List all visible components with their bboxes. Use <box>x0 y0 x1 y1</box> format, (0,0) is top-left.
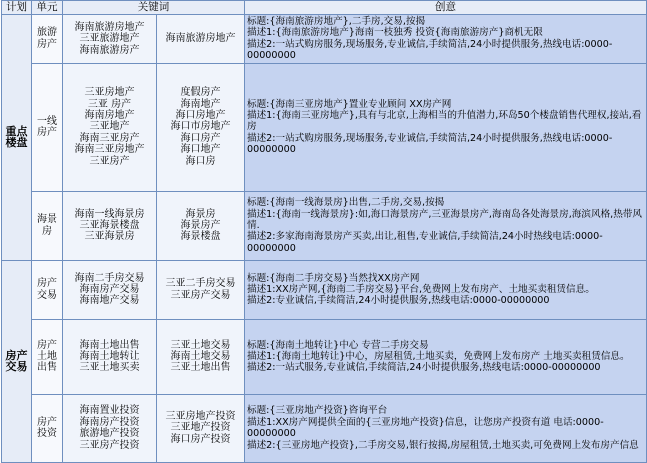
creative-cell <box>245 63 647 191</box>
table-row <box>2 191 647 260</box>
cell-line: 海南三亚房地产 <box>74 144 145 156</box>
cell-line: 三亚海景楼盘 <box>79 219 140 231</box>
cell-line: 海南土地出售 <box>79 339 140 351</box>
keywords-cell-1 <box>63 319 157 394</box>
keywords-cell-2 <box>157 15 245 64</box>
cell-line: 海南三亚房产 <box>79 132 140 144</box>
cell-line: 描述2:多家海南海景房产买卖,出让,租售,专业诚信,手续简洁,24小时热线电话:0000-00000000 <box>247 231 603 254</box>
cell-line: 海南二手房交易 <box>74 272 145 284</box>
table-row <box>2 15 647 64</box>
cell-line: 描述2:一站式购房服务,现场服务,专业诚信,手续简洁,24小时提供服务,热线电话:0000-00000000 <box>247 132 613 156</box>
cell-line: 海南土地交易 <box>170 350 231 362</box>
cell-line: 三亚地产投资 <box>170 422 231 434</box>
table-row <box>2 63 647 191</box>
unit-cell: 房产交易 <box>32 260 63 319</box>
cell-line: 海南房地产 <box>84 110 135 122</box>
header-creative: 创意 <box>245 1 647 15</box>
cell-line: 描述1:XX房产网,{海南二手房交易}平台,免费网上发布房产、土地买卖租赁信息。 <box>247 283 595 295</box>
unit-cell: 海景房 <box>32 191 63 260</box>
cell-line: 海口房产投资 <box>170 433 231 445</box>
cell-line: 海口房 <box>185 155 216 167</box>
cell-line: 海南旅游房地产 <box>165 33 236 45</box>
cell-line: 度假房产 <box>180 87 221 99</box>
cell-line: 海南房产投资 <box>79 416 140 428</box>
creative-cell <box>245 191 647 260</box>
keywords-cell-1 <box>63 63 157 191</box>
unit-cell: 房产投资 <box>32 394 63 462</box>
cell-line: 标题:{三亚房地产投资}咨询平台 <box>247 405 388 417</box>
cell-line: 海口房产 <box>180 132 221 144</box>
cell-line: 海南房产交易 <box>79 283 140 295</box>
cell-line: 海南置业投资 <box>79 405 140 417</box>
cell-line: 海口房地产 <box>175 110 226 122</box>
cell-line: 海景房产 <box>180 219 221 231</box>
keywords-cell-2 <box>157 191 245 260</box>
keywords-cell-1 <box>63 260 157 319</box>
cell-line: 海景楼盘 <box>180 231 221 243</box>
header-keywords: 关键词 <box>63 1 245 15</box>
keywords-cell-1 <box>63 394 157 462</box>
cell-line: 三亚房产交易 <box>170 289 231 301</box>
unit-cell: 一线房产 <box>32 63 63 191</box>
creative-cell <box>245 394 647 462</box>
cell-line: 三亚土地出售 <box>170 362 231 374</box>
cell-line: 三亚 房产 <box>87 98 132 110</box>
cell-line: 海口市房地产 <box>170 121 231 133</box>
table-row <box>2 394 647 462</box>
keywords-cell-1 <box>63 15 157 64</box>
cell-line: 三亚房产投资 <box>79 439 140 451</box>
cell-line: 描述2:一站式服务,专业诚信,手续简洁,24小时提供服务,热线电话:0000-00000000 <box>247 362 601 374</box>
plan-cell: 重点楼盘 <box>2 15 32 261</box>
header-unit: 单元 <box>32 1 63 15</box>
cell-line: 三亚土地买卖 <box>79 362 140 374</box>
keywords-cell-2 <box>157 63 245 191</box>
keywords-cell-2 <box>157 260 245 319</box>
cell-line: 旅游地产投资 <box>79 428 140 440</box>
cell-line: 海南土地转让 <box>79 350 140 362</box>
cell-line: 海景房 <box>185 208 216 220</box>
table-row <box>2 260 647 319</box>
header-row <box>2 1 647 15</box>
cell-line: 描述2:{三亚房地产投资},二手房交易,银行按揭,房屋租赁,土地买卖,可免费网上发布房产信息 <box>247 439 639 451</box>
cell-line: 三亚旅游地产 <box>79 33 140 45</box>
cell-line: 标题:{海南旅游房地产},二手房,交易,按揭 <box>247 16 426 27</box>
cell-line: 三亚海景房 <box>84 231 135 243</box>
creative-cell <box>245 319 647 394</box>
cell-line: 三亚房地产投资 <box>165 411 236 423</box>
plan-cell: 房产交易 <box>2 260 32 462</box>
cell-line: 三亚土地交易 <box>170 339 231 351</box>
cell-line: 海口地产 <box>180 144 221 156</box>
cell-line: 描述2:一站式购房服务,现场服务,专业诚信,手续简洁,24小时提供服务,热线电话:0000-00000000 <box>247 38 613 62</box>
cell-line: 描述1:{海南旅游房地产}海南一枝独秀 投资{海南旅游房产}商机无限 <box>247 27 543 39</box>
cell-line: 三亚二手房交易 <box>165 278 236 290</box>
cell-line: 标题:{海南二手房交易}当然找XX房产网 <box>247 272 420 284</box>
cell-line: 描述2:专业诚信,手续简洁,24小时提供服务,热线电话:0000-00000000 <box>247 295 550 307</box>
cell-line: 标题:{海南土地转让}中心 专营二手房交易 <box>247 339 429 351</box>
keyword-creative-table <box>1 0 647 463</box>
cell-line: 海南一线海景房 <box>74 208 145 220</box>
cell-line: 描述1:{海南土地转让}中心，房屋租赁,土地买卖，免费网上发布房产 土地买卖租赁信息。 <box>247 350 630 362</box>
cell-line: 描述1:{海南一线海景房}:如,海口海景房产,三亚海景房产,海南岛各处海景房,海滨风格,热带风情. <box>247 208 642 231</box>
creative-cell <box>245 15 647 64</box>
table-row <box>2 319 647 394</box>
cell-line: 海南旅游房产 <box>79 44 140 56</box>
cell-line: 标题:{海南一线海景房}出售,二手房,交易,按揭 <box>247 197 445 209</box>
cell-line: 海南地产 <box>180 98 221 110</box>
cell-line: 描述1:{海南三亚房地产},具有与北京,上海相当的升值潜力,环岛50个楼盘销售代理权,接站,看房 <box>247 110 642 133</box>
cell-line: 三亚地产 <box>89 121 130 133</box>
unit-cell: 旅游房产 <box>32 15 63 64</box>
keywords-cell-2 <box>157 319 245 394</box>
cell-line: 三亚房产 <box>89 155 130 167</box>
cell-line: 描述1:XX房产网提供全面的{三亚房地产投资}信息，让您房产投资有道 电话:0000-00000000 <box>247 416 604 440</box>
cell-line: 标题:{海南三亚房地产}置业专业顾问 XX房产网 <box>247 98 452 110</box>
cell-line: 三亚房地产 <box>84 87 135 99</box>
table-body <box>2 15 647 463</box>
cell-line: 海南旅游房地产 <box>74 21 145 33</box>
unit-cell: 房产土地出售 <box>32 319 63 394</box>
keywords-cell-1 <box>63 191 157 260</box>
header-plan: 计划 <box>2 1 32 15</box>
cell-line: 海南地产交易 <box>79 295 140 307</box>
creative-cell <box>245 260 647 319</box>
keywords-cell-2 <box>157 394 245 462</box>
